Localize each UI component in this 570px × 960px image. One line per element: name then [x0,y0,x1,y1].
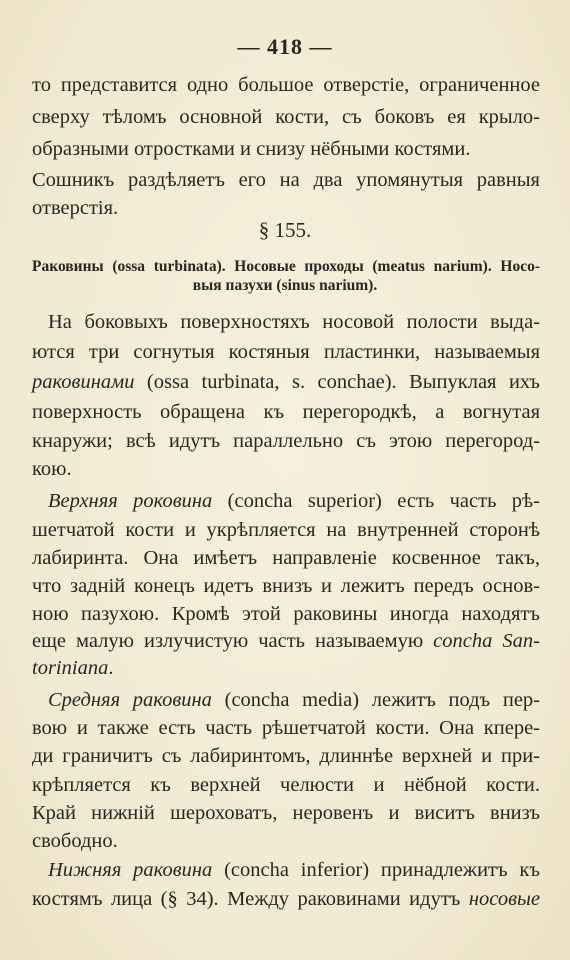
text-line: что задній конецъ идетъ внизъ и лежитъ передъ основ- [32,575,540,597]
text-line: кою. [32,458,72,480]
term: toriniana [32,657,109,679]
text-line: сверху тѣломъ основной кости, съ боковъ ея крыло- [32,106,540,128]
text-line: отверстія. [32,197,119,219]
text-line: то представится одно большое отверстіе, ограниченное [32,74,540,96]
section-heading: выя пазухи (sinus narium). [192,277,378,294]
term: носовые [468,888,540,910]
text-line: Сошникъ раздѣляетъ его на два упомянутыя равныя [32,169,540,191]
term: Верхняя роковина [48,490,213,512]
text-span: . [108,657,114,679]
text-line: кнаружи; всѣ идутъ параллельно съ этою перегород- [32,430,540,452]
term: concha San- [433,630,540,652]
text-line: поверхность обращена къ перегородкѣ, а вогнутая [32,401,540,423]
text-line [48,488,540,514]
term: Средняя раковина [48,689,212,711]
text-line: крѣпляется къ верхней челюсти и нёбной кости. [32,774,540,796]
text-span: (ossa turbinata, s. conchae). Выпуклая ихъ [134,371,540,393]
text-line: лабиринта. Она имѣетъ направленіе косвенное такъ, [32,547,540,569]
text-line: шетчатой кости и укрѣпляется на внутренней сторонѣ [32,519,540,541]
text-line [32,886,540,912]
section-heading: Раковины (ossa turbinata). Носовые проходы (meatus narium). Носо- [32,258,540,275]
text-span: еще малую излучистую часть называемую [32,630,434,652]
text-line [32,628,540,654]
text-line: вою и также есть часть рѣшетчатой кости. Она кпере- [32,717,540,739]
text-span: костямъ лица (§ 34). Между раковинами идутъ [32,888,469,910]
text-line: свободно. [32,830,118,852]
text-line: образными отростками и снизу нёбными костями. [32,138,471,160]
text-line [32,655,540,681]
text-span: (concha inferior) принадлежитъ къ [212,859,540,881]
text-line: ди граничитъ съ лабиринтомъ, длиннѣе верхней и при- [32,745,540,767]
text-span: (concha media) лежитъ подъ пер- [211,689,540,711]
section-number: § 155. [258,218,312,242]
term: Нижняя раковина [48,859,213,881]
text-span: (concha superior) есть часть рѣ- [212,490,540,512]
text-line: На боковыхъ поверхностяхъ носовой полости выда- [48,311,540,333]
page-number: — 418 — [237,34,333,59]
text-line: ются три согнутыя костяныя пластинки, называемыя [32,341,540,363]
text-line [48,687,540,713]
term: раковинами [32,371,135,393]
text-line: Край нижній шероховатъ, неровенъ и виситъ внизъ [32,802,540,824]
text-line [48,857,540,883]
text-line [32,369,540,395]
text-line: ною пазухою. Кромѣ этой раковины иногда находятъ [32,603,540,625]
